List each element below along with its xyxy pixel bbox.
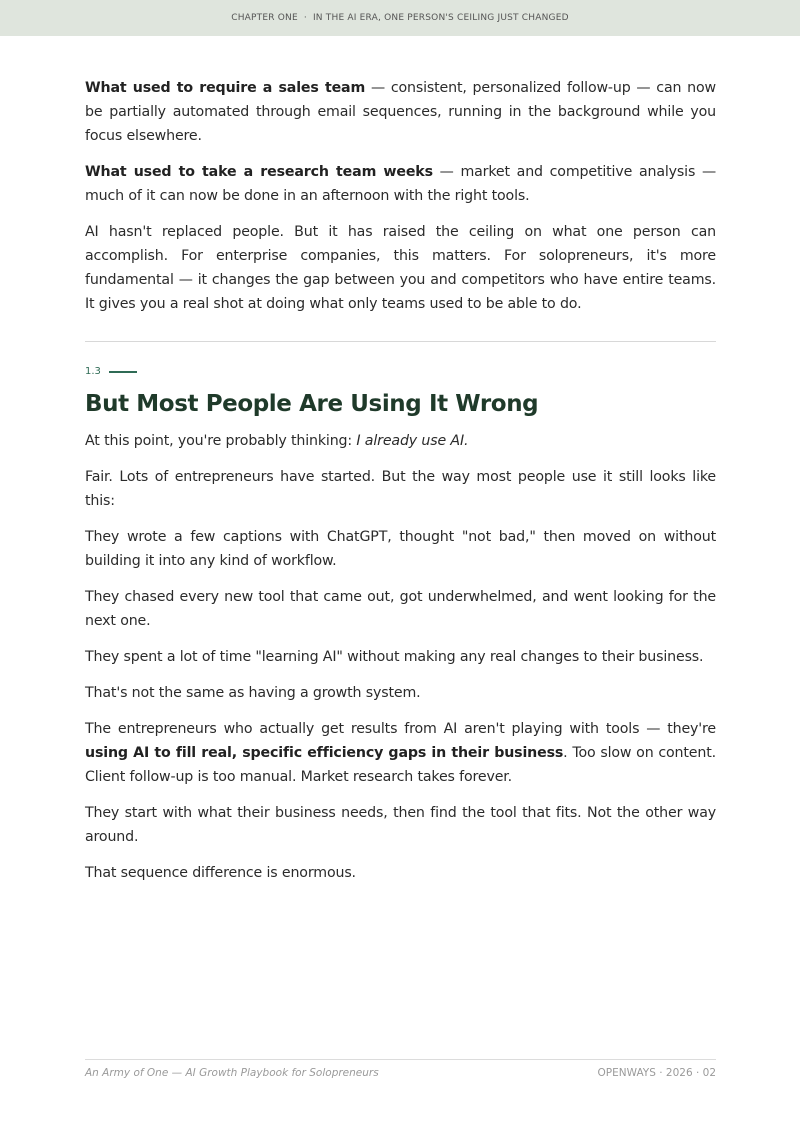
paragraph-research-team [85, 160, 716, 208]
paragraph-text: . Too slow on content. Client follow-up is too manual. Market research takes forever. [85, 745, 716, 785]
paragraph-text: At this point, you're probably thinking: [85, 433, 357, 449]
section-number: 1.3 [85, 366, 101, 377]
paragraph-efficiency-gaps [85, 717, 716, 789]
paragraph-sequence: That sequence difference is enormous. [85, 865, 356, 881]
header-separator: · [303, 13, 307, 23]
bold-emphasis: using AI to fill real, specific efficiency gaps in their business [85, 745, 564, 761]
section-title: But Most People Are Using It Wrong [85, 391, 539, 417]
paragraph-text: — market and competitive analysis — much of it can now be done in an afternoon with the right tools. [85, 164, 716, 204]
section-divider [85, 341, 716, 342]
paragraph-start-with-needs: They start with what their business needs, then find the tool that fits. Not the other way around. [85, 805, 716, 845]
footer-book-title: An Army of One — AI Growth Playbook for Solopreneurs [85, 1067, 379, 1079]
footer-divider [85, 1059, 716, 1060]
paragraph-captions: They wrote a few captions with ChatGPT, thought "not bad," then moved on without building it into any kind of workflow. [85, 529, 716, 569]
paragraph-growth-system: That's not the same as having a growth system. [85, 685, 421, 701]
paragraph-chased-tools: They chased every new tool that came out, got underwhelmed, and went looking for the next one. [85, 589, 716, 629]
running-header [0, 0, 800, 36]
bold-lead: What used to take a research team weeks [85, 164, 433, 180]
italic-thought: I already use AI. [356, 433, 469, 449]
bold-lead: What used to require a sales team [85, 80, 366, 96]
paragraph-thinking [85, 429, 716, 453]
header-chapter: CHAPTER ONE [231, 13, 298, 23]
header-title: IN THE AI ERA, ONE PERSON'S CEILING JUST CHANGED [312, 13, 569, 23]
page-content [85, 76, 716, 897]
footer-page-info: OPENWAYS · 2026 · 02 [597, 1067, 716, 1079]
paragraph-learning-ai: They spent a lot of time "learning AI" without making any real changes to their business. [85, 649, 704, 665]
paragraph-fair: Fair. Lots of entrepreneurs have started. But the way most people use it still looks like this: [85, 469, 716, 509]
paragraph-text: — consistent, personalized follow-up — can now be partially automated through email sequences, running in the background while you focus elsewhere. [85, 80, 716, 144]
paragraph-sales-team [85, 76, 716, 148]
running-footer [85, 1067, 716, 1079]
section-marker [85, 366, 716, 377]
accent-line [109, 371, 137, 373]
paragraph-text: The entrepreneurs who actually get results from AI aren't playing with tools — they're [85, 721, 716, 737]
paragraph-ai-ceiling: AI hasn't replaced people. But it has raised the ceiling on what one person can accomplish. For enterprise companies, this matters. For solopreneurs, it's more fundamental — it changes the gap between you and competitors who have entire teams. It gives you a real shot at doing what only teams used to be able to do. [85, 224, 716, 312]
